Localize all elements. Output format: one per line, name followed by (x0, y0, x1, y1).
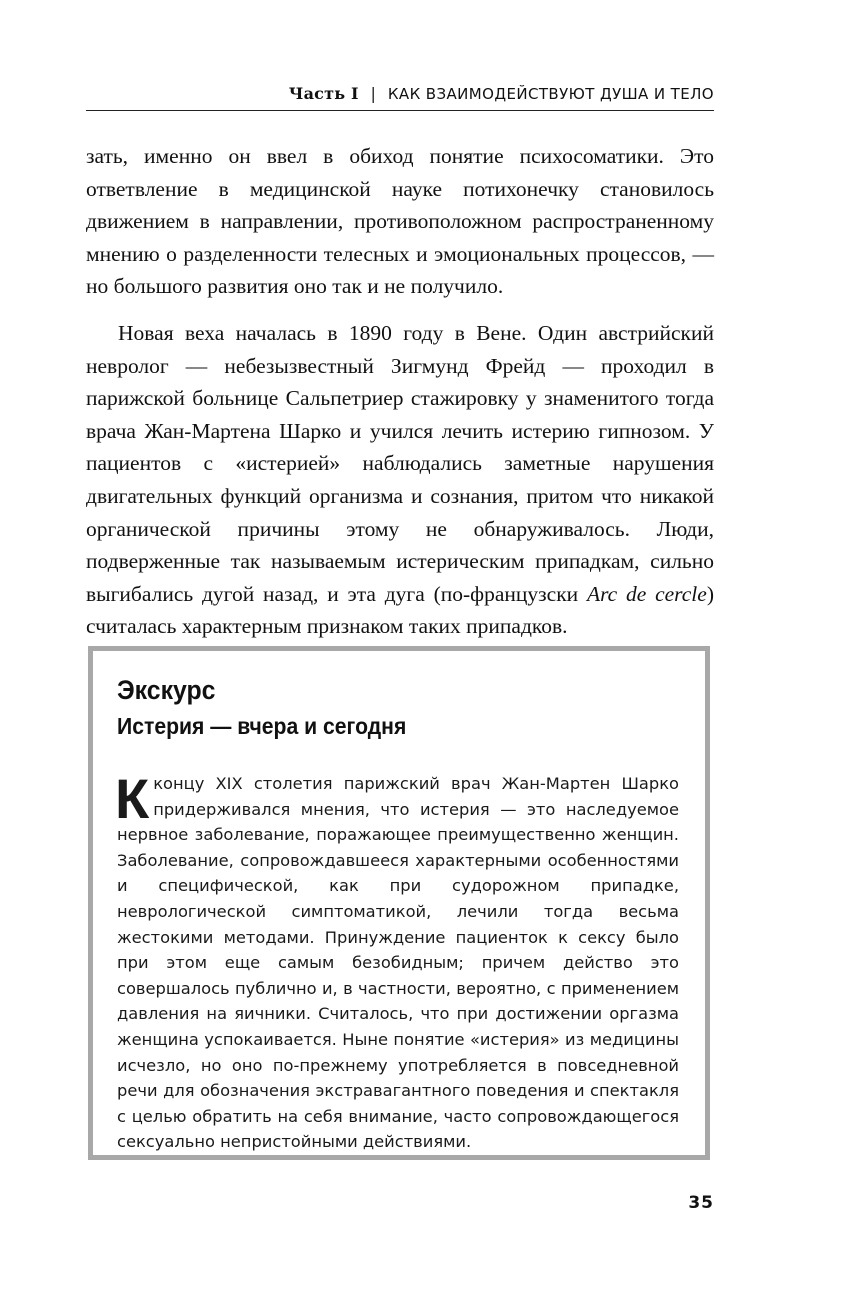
drop-cap: К (115, 767, 150, 830)
paragraph-1: зать, именно он ввел в обиход понятие психосоматики. Это ответвление в медицинской науке потихонечку становилось движением в направлении, противоположном распространенному мнению о разделенности телесных и эмоциональных процессов, — но большого развития оно так и не получило. (86, 144, 714, 299)
page-number: 35 (688, 1193, 714, 1213)
excursus-sidebar (88, 646, 710, 1160)
paragraph-2-text: Новая веха началась в 1890 году в Вене. Один австрийский невролог — небезызвестный Зигмунд Фрейд — проходил в парижской больнице Сальпетриер стажировку у знаменитого тогда врача Жан-Мартена Шарко и учился лечить истерию гипнозом. У пациентов с «истерией» наблюдались заметные нарушения двигательных функций организма и сознания, притом что никакой органической причины этому не обнаруживалось. Люди, подверженные так называемым истерическим припадкам, сильно выгибались дугой назад, и эта дуга (по-французски (86, 320, 714, 606)
running-header (86, 84, 714, 111)
header-separator: | (370, 84, 377, 103)
sidebar-title: Истерия — вчера и сегодня (117, 713, 407, 739)
paragraph-2-ending: ) считалась характерным признаком таких припадков. (86, 581, 714, 639)
paragraph-2 (86, 317, 714, 643)
main-text (86, 140, 714, 643)
part-label: Часть I (288, 84, 359, 103)
sidebar-text: концу XIX столетия парижский врач Жан-Мартен Шарко придерживался мнения, что истерия — это наследуемое нервное заболевание, поражающее преимущественно женщин. Заболевание, сопровождавшееся характерными особенностями и специфической, как при судорожном припадке, неврологической симптоматикой, лечили тогда весьма жестокими методами. Принуждение пациенток к сексу было при этом еще самым безобидным; причем действо это совершалось публично и, в частности, вероятно, с применением давления на яичники. Считалось, что при достижении оргазма женщина успокаивается. Ныне понятие «истерия» из медицины исчезло, но оно по-прежнему употребляется в повседневной речи для обозначения экстравагантного поведения и спектакля с целью обратить на себя внимание, часто сопровождающегося сексуально непристойными действиями. (117, 774, 679, 1152)
sidebar-kicker: Экскурс (117, 675, 216, 705)
section-title: КАК ВЗАИМОДЕЙСТВУЮТ ДУША И ТЕЛО (387, 85, 714, 103)
sidebar-body (115, 767, 679, 1155)
paragraph-2-italic-term: Arc de cercle (586, 581, 707, 606)
